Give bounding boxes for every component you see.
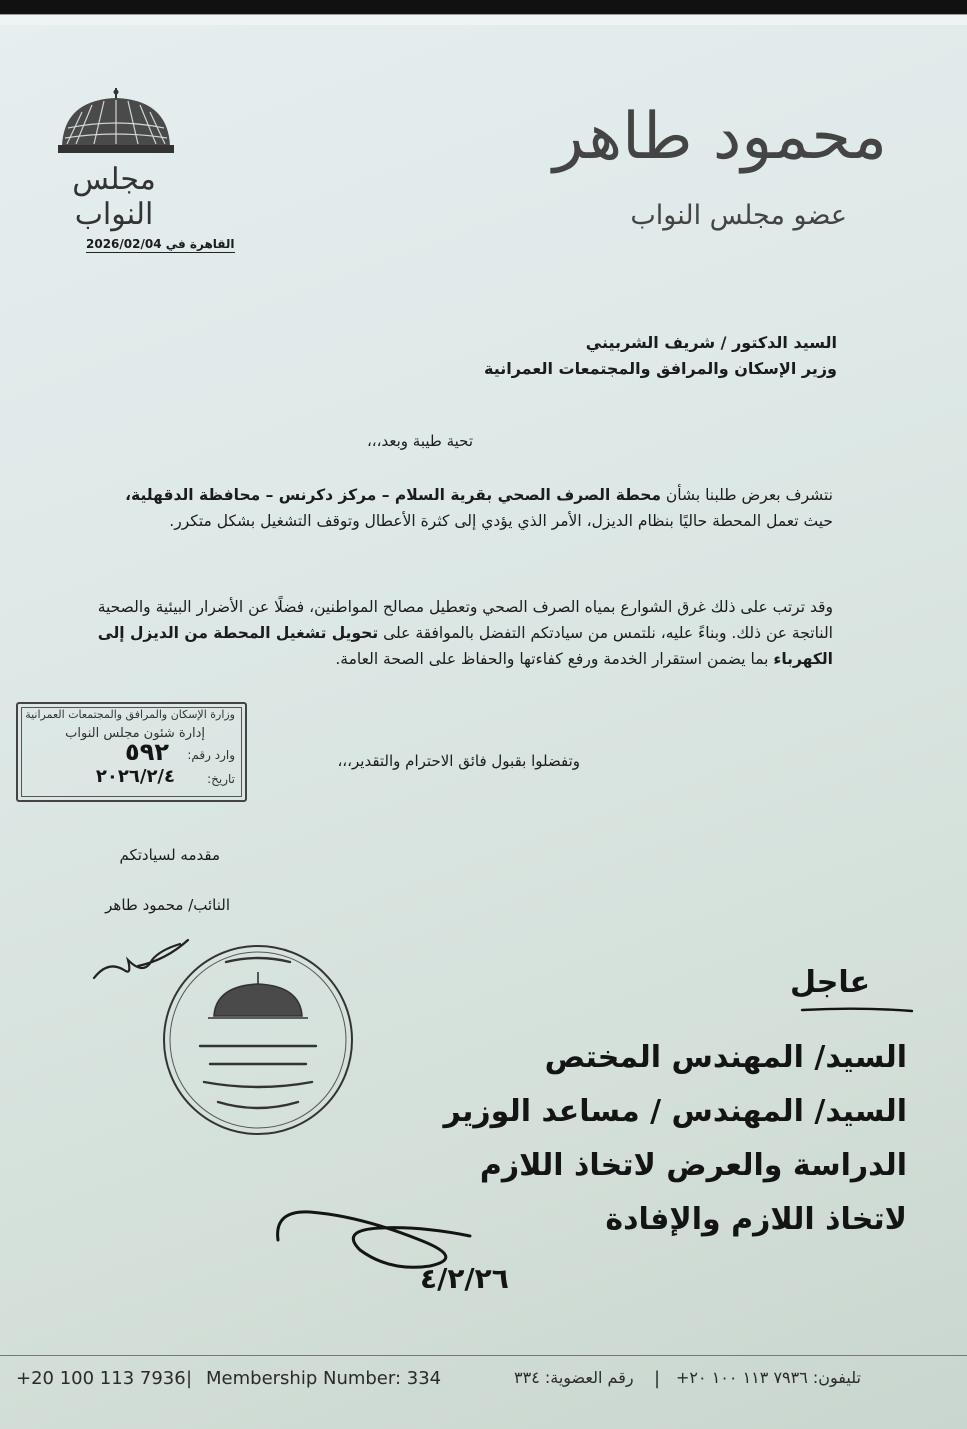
handwritten-date: ٤/٢/٢٦ — [420, 1262, 509, 1295]
parliament-dome-icon — [54, 88, 178, 154]
footer-separator-1: | — [186, 1368, 193, 1389]
para2-request: تحويل تشغيل المحطة من الديزل إلى الكهرباء — [97, 624, 833, 668]
minister-signature-icon — [270, 1200, 480, 1280]
footer-phone-ar: تليفون: ٧٩٣٦ ١١٣ ١٠٠ ٢٠+ — [676, 1368, 861, 1387]
handwritten-urgent: عاجل — [790, 965, 871, 1000]
footer-membership: Membership Number: 334 — [206, 1368, 442, 1389]
letter-date: القاهرة في 2026/02/04 — [86, 237, 235, 251]
body-paragraph-1 — [118, 482, 833, 534]
stamp-incoming-label: وارد رقم: — [187, 748, 235, 762]
ministry-incoming-stamp — [16, 702, 247, 802]
greeting: تحية طيبة وبعد،،، — [366, 432, 474, 450]
letterhead-name: محمود طاهر — [553, 100, 887, 174]
body-paragraph-2 — [96, 594, 833, 672]
para2-text-start: وقد ترتب على ذلك غرق الشوارع بمياه الصرف الصحي وتعطيل مصالح المواطنين، فضلًا عن الأضرار البيئية والصحية الناتجة عن ذلك. وبناءً عليه، نلتمس من سيادتكم التفضل بالموافقة على — [97, 598, 833, 642]
stamp-date-label: تاريخ: — [207, 772, 235, 786]
stamp-ministry: وزارة الإسكان والمرافق والمجتمعات العمرانية — [25, 708, 235, 721]
footer-membership-ar: رقم العضوية: ٣٣٤ — [514, 1368, 634, 1387]
presented-line: مقدمه لسيادتكم — [119, 846, 220, 864]
footer-rule — [0, 1355, 967, 1356]
addressee-name: السيد الدكتور / شريف الشربيني — [585, 333, 837, 352]
letterhead-title: عضو مجلس النواب — [630, 200, 847, 231]
stamp-date: ٢٠٢٦/٢/٤ — [95, 766, 175, 787]
handwritten-line-4: لاتخاذ اللازم والإفادة — [605, 1202, 907, 1237]
urgent-underline-icon — [800, 1005, 915, 1015]
handwritten-line-2: السيد/ المهندس / مساعد الوزير — [443, 1094, 907, 1129]
stamp-department: إدارة شئون مجلس النواب — [65, 726, 205, 741]
para1-text-start: نتشرف بعرض طلبنا بشأن — [660, 486, 833, 504]
mp-round-seal-icon — [160, 942, 356, 1138]
para2-text-end: بما يضمن استقرار الخدمة ورفع كفاءتها والحفاظ على الصحة العامة. — [335, 650, 774, 668]
para1-station-name: محطة الصرف الصحي بقرية السلام – مركز دكرنس – محافظة الدقهلية، — [125, 486, 661, 504]
sender-line: النائب/ محمود طاهر — [105, 896, 230, 914]
handwritten-line-1: السيد/ المهندس المختص — [544, 1040, 907, 1075]
para1-text-end: حيث تعمل المحطة حاليًا بنظام الديزل، الأمر الذي يؤدي إلى كثرة الأعطال وتوقف التشغيل بشكل متكرر. — [169, 512, 833, 530]
handwritten-line-3: الدراسة والعرض لاتخاذ اللازم — [479, 1148, 907, 1183]
footer-phone: +20 100 113 7936 — [16, 1368, 186, 1389]
stamp-incoming-number: ٥٩٢ — [125, 738, 169, 766]
addressee-title: وزير الإسكان والمرافق والمجتمعات العمرانية — [484, 359, 837, 378]
parliament-title: مجلس النواب — [72, 162, 156, 232]
closing-line: وتفضلوا بقبول فائق الاحترام والتقدير،،، — [337, 752, 580, 770]
page-fold — [0, 14, 967, 25]
footer-separator-2: | — [654, 1368, 661, 1389]
